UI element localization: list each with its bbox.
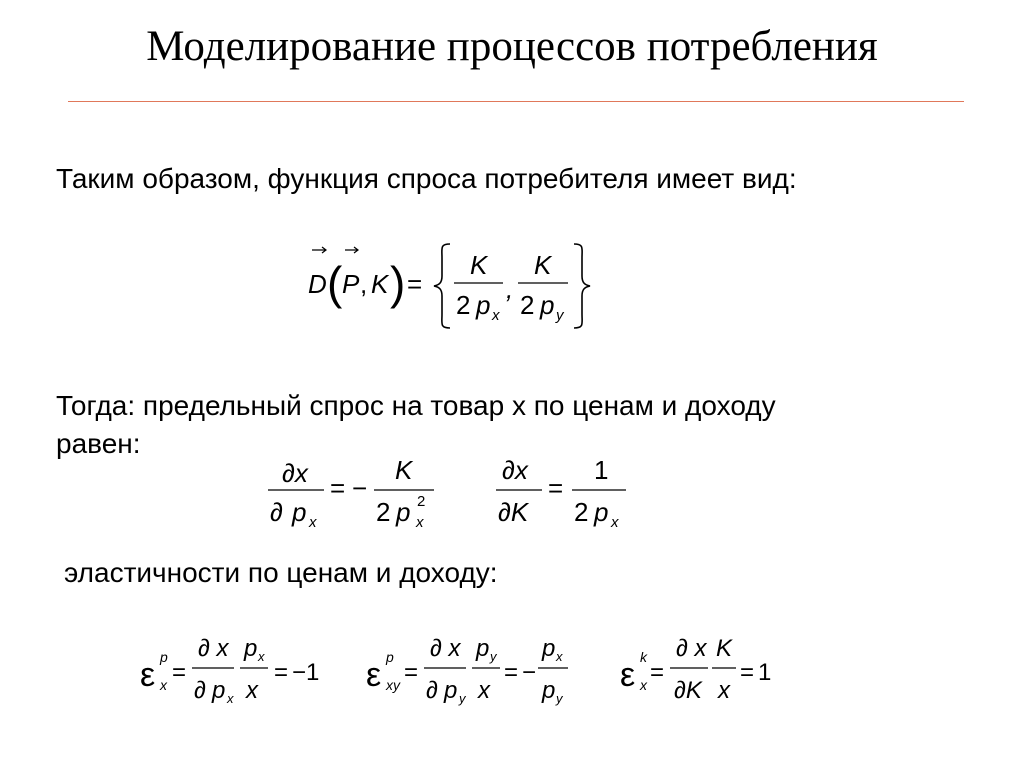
- svg-text:1: 1: [758, 659, 772, 686]
- svg-text:p: p: [444, 677, 458, 704]
- svg-text:p: p: [396, 497, 411, 527]
- svg-text:ε: ε: [366, 656, 382, 694]
- svg-text:(: (: [327, 257, 343, 309]
- svg-text:∂x: ∂x: [282, 458, 308, 488]
- own-price-elasticity-formula: [136, 628, 336, 718]
- svg-text:ε: ε: [140, 656, 156, 694]
- marginal-demand-income-formula: [490, 450, 640, 538]
- title-divider: [68, 101, 964, 102]
- svg-text:p: p: [292, 497, 307, 527]
- svg-text:y: y: [556, 691, 563, 706]
- svg-text:ε: ε: [620, 656, 636, 694]
- svg-text:−: −: [352, 473, 368, 503]
- svg-text:x: x: [640, 677, 647, 693]
- svg-text:2: 2: [417, 493, 426, 510]
- svg-text:1: 1: [594, 455, 609, 485]
- demand-num-2: K: [534, 250, 552, 280]
- svg-text:=: =: [504, 659, 519, 686]
- svg-text:y: y: [490, 649, 497, 664]
- svg-text:=: =: [404, 659, 419, 686]
- svg-text:∂: ∂: [194, 677, 206, 704]
- intro-text: Таким образом, функция спроса потребителя имеет вид:: [56, 163, 797, 194]
- svg-text:p: p: [386, 649, 394, 665]
- svg-text:x: x: [309, 514, 317, 531]
- svg-text:2: 2: [456, 290, 471, 320]
- svg-text:−1: −1: [292, 659, 320, 686]
- svg-text:x: x: [492, 307, 500, 324]
- elasticity-text: эластичности по ценам и доходу:: [64, 557, 498, 588]
- demand-function-formula: [300, 236, 600, 336]
- svg-text:x: x: [246, 677, 258, 704]
- svg-text:xy: xy: [386, 677, 400, 693]
- marginal-demand-price-formula: [262, 450, 442, 538]
- svg-text:p: p: [476, 635, 490, 662]
- svg-text:2: 2: [376, 497, 391, 527]
- svg-text:y: y: [459, 691, 466, 706]
- svg-text:P: P: [342, 269, 360, 299]
- svg-text:∂x: ∂x: [502, 455, 528, 485]
- svg-text:y: y: [556, 307, 564, 324]
- svg-text:=: =: [274, 659, 289, 686]
- svg-text:∂: ∂: [426, 677, 438, 704]
- svg-text:x: x: [478, 677, 490, 704]
- svg-text:=: =: [407, 269, 423, 299]
- svg-text:x: x: [227, 691, 234, 706]
- svg-text:p: p: [160, 649, 168, 665]
- svg-text:∂K: ∂K: [674, 677, 702, 704]
- svg-text:x: x: [556, 649, 563, 664]
- svg-text:∂ x: ∂ x: [430, 635, 461, 662]
- svg-text:p: p: [594, 497, 609, 527]
- svg-text:p: p: [540, 290, 555, 320]
- svg-text:2: 2: [520, 290, 535, 320]
- svg-text:∂: ∂: [270, 497, 283, 527]
- svg-text:p: p: [542, 635, 556, 662]
- svg-text:K: K: [395, 455, 413, 485]
- svg-text:=: =: [172, 659, 187, 686]
- svg-text:=: =: [548, 473, 564, 503]
- svg-text:=: =: [740, 659, 755, 686]
- svg-text:−: −: [522, 659, 537, 686]
- marginal-text-line1: Тогда: предельный спрос на товар x по ценам и доходу: [56, 390, 776, 421]
- svg-text:x: x: [160, 677, 167, 693]
- svg-text:2: 2: [574, 497, 589, 527]
- svg-text:=: =: [650, 659, 665, 686]
- svg-text:K: K: [716, 635, 733, 662]
- marginal-text-line2: равен:: [56, 428, 141, 459]
- svg-text:p: p: [542, 677, 556, 704]
- svg-text:x: x: [416, 514, 424, 531]
- slide-title: Моделирование процессов потребления: [146, 23, 878, 70]
- svg-text:,: ,: [360, 269, 368, 299]
- svg-text:K: K: [371, 269, 389, 299]
- svg-text:k: k: [640, 649, 647, 665]
- svg-text:x: x: [258, 649, 265, 664]
- svg-text:,: ,: [506, 274, 514, 304]
- cross-price-elasticity-formula: [362, 628, 582, 718]
- svg-text:p: p: [212, 677, 226, 704]
- demand-num-1: K: [470, 250, 488, 280]
- income-elasticity-formula: [616, 628, 786, 718]
- svg-text:∂ x: ∂ x: [676, 635, 707, 662]
- svg-text:p: p: [244, 635, 258, 662]
- svg-text:p: p: [476, 290, 491, 320]
- svg-text:∂ x: ∂ x: [198, 635, 229, 662]
- svg-text:=: =: [330, 473, 346, 503]
- svg-text:x: x: [611, 514, 619, 531]
- svg-text:∂K: ∂K: [498, 497, 529, 527]
- svg-text:x: x: [718, 677, 730, 704]
- svg-text:): ): [390, 257, 406, 309]
- svg-text:D: D: [308, 269, 327, 299]
